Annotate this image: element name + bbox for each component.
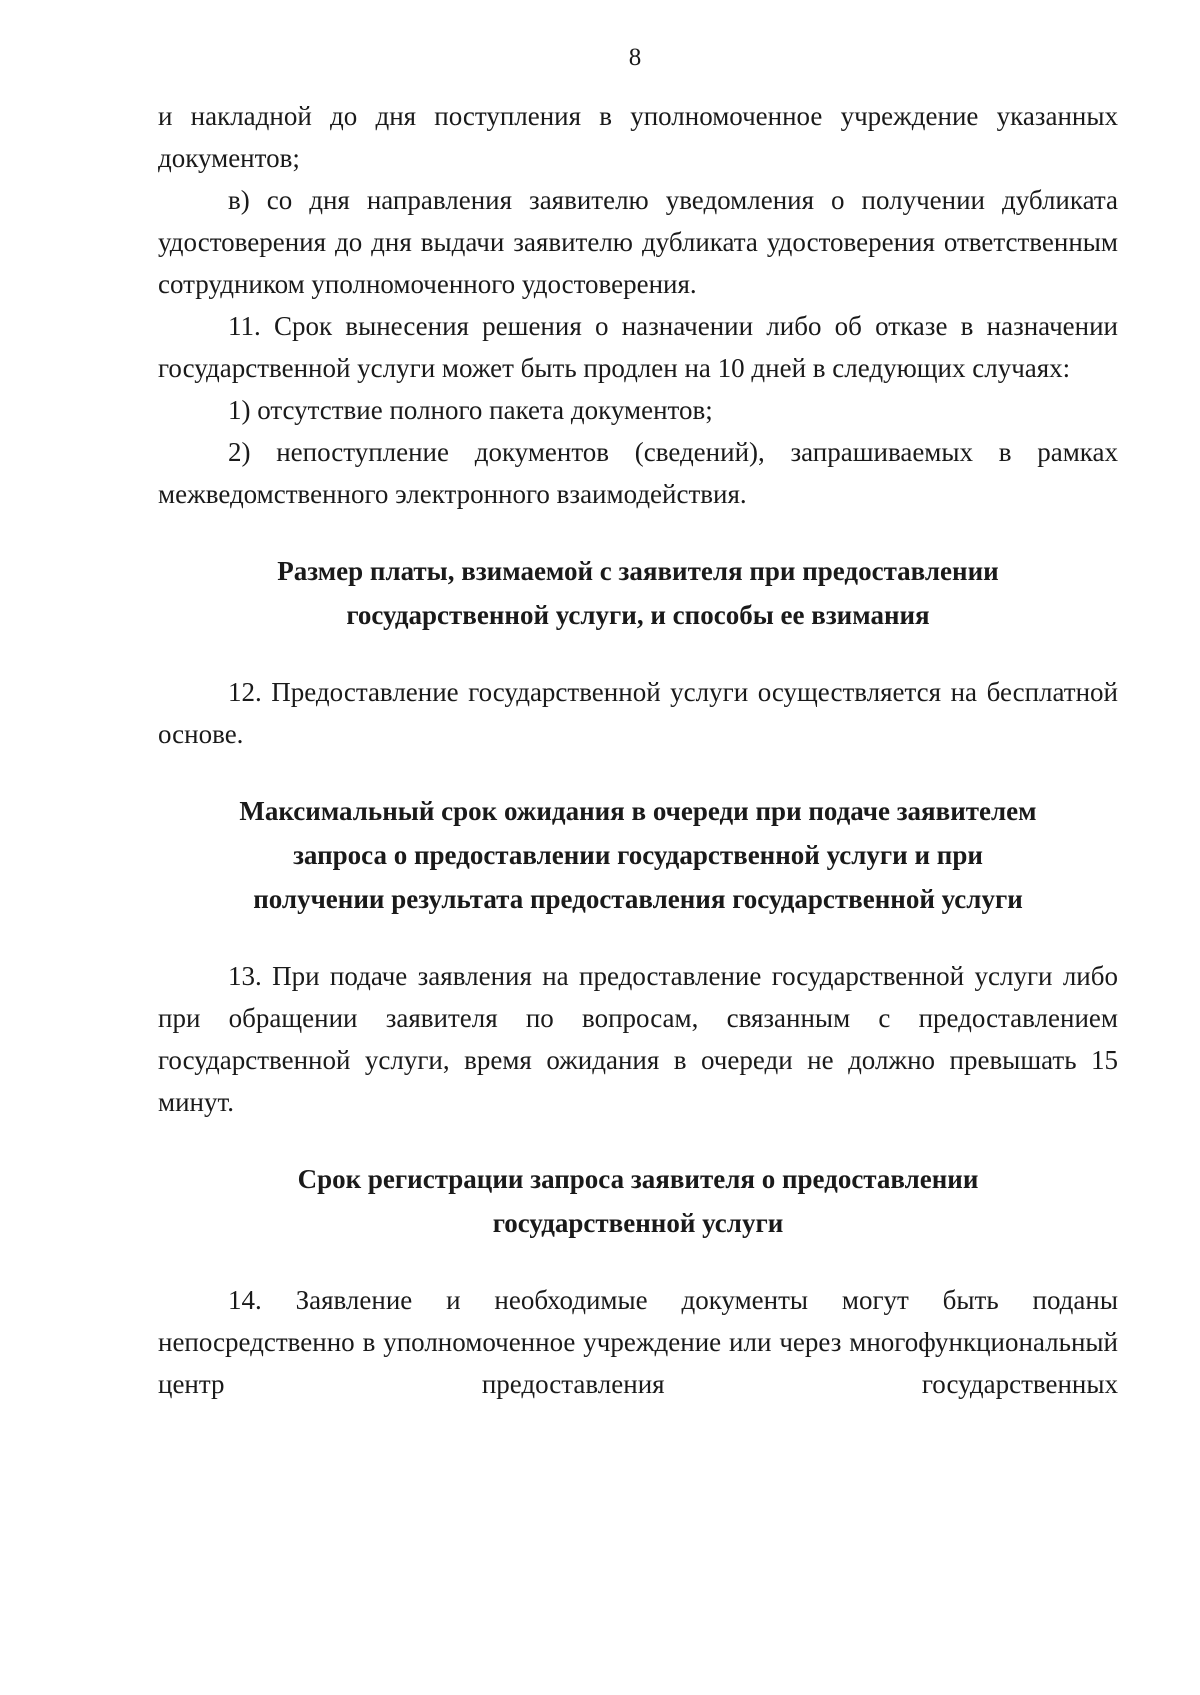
paragraph-14: 14. Заявление и необходимые документы могут быть поданы непосредственно в уполномоченное учреждение или через многофункциональный центр предоставления государственных xyxy=(158,1285,1118,1399)
section-heading-fee xyxy=(158,549,1118,637)
heading-line: государственной услуги, и способы ее взимания xyxy=(346,600,930,630)
section-heading-registration xyxy=(158,1157,1118,1245)
heading-line: запроса о предоставлении государственной услуги и при xyxy=(293,840,983,870)
heading-line: государственной услуги xyxy=(492,1208,784,1238)
heading-line: Срок регистрации запроса заявителя о предоставлении xyxy=(297,1164,979,1194)
paragraph-11: 11. Срок вынесения решения о назначении либо об отказе в назначении государственной услуги может быть продлен на 10 дней в следующих случаях: xyxy=(158,311,1118,383)
paragraph-13: 13. При подаче заявления на предоставление государственной услуги либо при обращении заявителя по вопросам, связанным с предоставлением государственной услуги, время ожидания в очереди не должно превышать 15 минут. xyxy=(158,961,1118,1117)
paragraph-12: 12. Предоставление государственной услуги осуществляется на бесплатной основе. xyxy=(158,677,1118,749)
paragraph-continuation: и накладной до дня поступления в уполномоченное учреждение указанных документов; xyxy=(158,101,1118,173)
list-item-2: 2) непоступление документов (сведений), запрашиваемых в рамках межведомственного электронного взаимодействия. xyxy=(158,437,1118,509)
heading-line: получении результата предоставления государственной услуги xyxy=(253,884,1023,914)
heading-line: Размер платы, взимаемой с заявителя при предоставлении xyxy=(277,556,999,586)
document-body xyxy=(158,95,1118,1405)
heading-line: Максимальный срок ожидания в очереди при подаче заявителем xyxy=(239,796,1037,826)
list-item-1: 1) отсутствие полного пакета документов; xyxy=(228,395,713,425)
section-heading-queue-time xyxy=(158,789,1118,921)
page-number: 8 xyxy=(628,44,642,71)
paragraph-item-v: в) со дня направления заявителю уведомления о получении дубликата удостоверения до дня выдачи заявителю дубликата удостоверения ответственным сотрудником уполномоченного удостоверения. xyxy=(158,185,1118,299)
